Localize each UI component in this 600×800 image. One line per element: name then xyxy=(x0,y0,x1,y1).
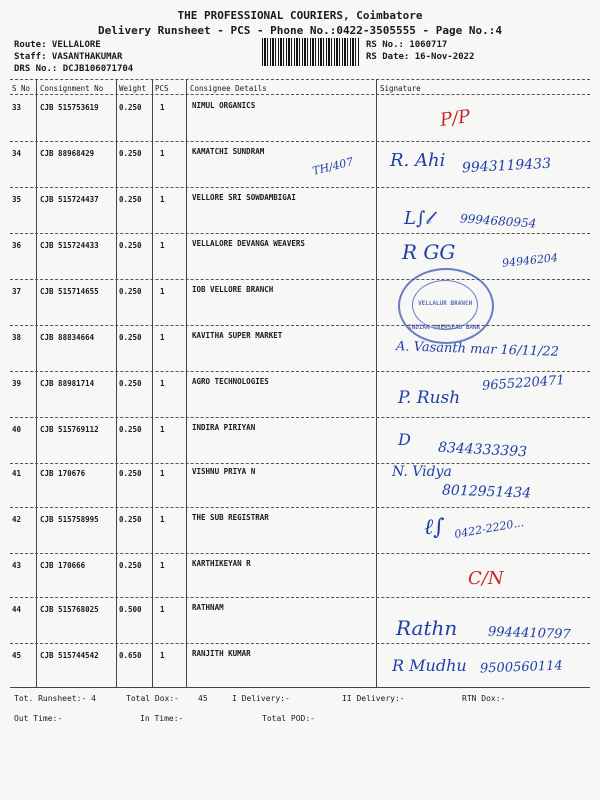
row-consignment: CJB 515769112 xyxy=(40,425,99,434)
runsheet-subtitle: Delivery Runsheet - PCS - Phone No.:0422-3505555 - Page No.:4 xyxy=(98,24,502,37)
row-sno: 43 xyxy=(12,561,22,570)
signature-38: A. Vasanth mar 16/11/22 xyxy=(395,339,560,360)
col-weight: Weight xyxy=(119,84,147,93)
row-consignee: INDIRA PIRIYAN xyxy=(192,423,256,432)
row-pcs: 1 xyxy=(160,605,165,614)
row-sno: 39 xyxy=(12,379,22,388)
row-pcs: 1 xyxy=(160,333,165,342)
row-consignment: CJB 88981714 xyxy=(40,379,95,388)
in-time: In Time:- xyxy=(140,714,184,723)
phone-40: 8344333393 xyxy=(437,439,528,461)
row-consignment: CJB 515714655 xyxy=(40,287,99,296)
row-consignee: KARTHIKEYAN R xyxy=(192,559,251,568)
row-consignment: CJB 515744542 xyxy=(40,651,99,660)
row-consignment: CJB 515758995 xyxy=(40,515,99,524)
row-sno: 44 xyxy=(12,605,22,614)
stamp-top-text: VELLALUR BRANCH xyxy=(418,300,473,307)
tot-runsheet: Tot. Runsheet:- 4 xyxy=(14,694,96,703)
row-consignment: CJB 515724433 xyxy=(40,241,99,250)
col-consignment: Consignment No xyxy=(40,84,104,93)
row-sno: 45 xyxy=(12,651,22,660)
row-rule xyxy=(10,643,590,644)
row-sno: 34 xyxy=(12,149,22,158)
route-label: Route: VELLALORE xyxy=(14,40,101,50)
row-consignee: VISHNU PRIYA N xyxy=(192,467,256,476)
row-pcs: 1 xyxy=(160,561,165,570)
row-weight: 0.250 xyxy=(119,103,142,112)
row-pcs: 1 xyxy=(160,469,165,478)
row-sno: 33 xyxy=(12,103,22,112)
barcode xyxy=(262,38,360,66)
row-sno: 40 xyxy=(12,425,22,434)
col-divider xyxy=(36,79,37,687)
signature-41: N. Vidya xyxy=(392,464,452,480)
phone-45: 9500560114 xyxy=(479,658,563,677)
signature-36: R GG xyxy=(402,240,456,264)
phone-42: 0422-2220... xyxy=(453,516,525,541)
signature-39: P. Rush xyxy=(398,388,461,408)
row-rule xyxy=(10,279,590,280)
row-rule xyxy=(10,141,590,142)
signature-34: R. Ahi xyxy=(390,150,446,171)
row-consignment: CJB 170676 xyxy=(40,469,86,478)
total-pod: Total POD:- xyxy=(262,714,315,723)
row-sno: 38 xyxy=(12,333,22,342)
row-rule xyxy=(10,507,590,508)
row-pcs: 1 xyxy=(160,379,165,388)
row-weight: 0.250 xyxy=(119,333,142,342)
row-weight: 0.250 xyxy=(119,561,142,570)
row-sno: 41 xyxy=(12,469,22,478)
phone-36: 94946204 xyxy=(501,251,559,270)
row-consignee: NIMUL ORGANICS xyxy=(192,101,256,110)
row-pcs: 1 xyxy=(160,103,165,112)
phone-44: 9944410797 xyxy=(487,624,571,643)
row-sno: 37 xyxy=(12,287,22,296)
row-weight: 0.250 xyxy=(119,379,142,388)
row-consignee: IOB VELLORE BRANCH xyxy=(192,285,274,294)
ii-delivery: II Delivery:- xyxy=(342,694,405,703)
row-consignee: RATHNAM xyxy=(192,603,224,612)
row-weight: 0.250 xyxy=(119,241,142,250)
row-rule xyxy=(10,325,590,326)
signature-44: Rathn xyxy=(396,616,458,640)
row-consignment: CJB 88968429 xyxy=(40,149,95,158)
col-divider xyxy=(116,79,117,687)
row-rule xyxy=(10,187,590,188)
phone-39: 9655220471 xyxy=(481,373,566,394)
rs-number: RS No.: 1060717 xyxy=(366,40,448,50)
row-consignment: CJB 88834664 xyxy=(40,333,95,342)
phone-41: 8012951434 xyxy=(441,482,532,502)
row-rule xyxy=(10,553,590,554)
row-consignee: AGRO TECHNOLOGIES xyxy=(192,377,269,386)
bank-stamp xyxy=(398,268,494,344)
signature-40: D xyxy=(398,430,411,449)
row-pcs: 1 xyxy=(160,241,165,250)
drs-number: DRS No.: DCJB106071704 xyxy=(14,64,134,74)
row-pcs: 1 xyxy=(160,195,165,204)
row-pcs: 1 xyxy=(160,515,165,524)
row-pcs: 1 xyxy=(160,425,165,434)
phone-34: 9943119433 xyxy=(461,155,552,177)
row-sno: 35 xyxy=(12,195,22,204)
col-pcs: PCS xyxy=(155,84,169,93)
rtn-dox: RTN Dox:- xyxy=(462,694,506,703)
row-sno: 36 xyxy=(12,241,22,250)
row-consignee: KAMATCHI SUNDRAM xyxy=(192,147,265,156)
row-consignee: THE SUB REGISTRAR xyxy=(192,513,269,522)
row-consignee: VELLORE SRI SOWDAMBIGAI xyxy=(192,193,296,202)
row-consignment: CJB 515753619 xyxy=(40,103,99,112)
signature-45: R Mudhu xyxy=(392,656,467,675)
signature-35: L∫𝓁 xyxy=(404,208,432,229)
rs-date: RS Date: 16-Nov-2022 xyxy=(366,52,475,62)
row-consignee: KAVITHA SUPER MARKET xyxy=(192,331,283,340)
col-divider xyxy=(152,79,153,687)
phone-35: 9994680954 xyxy=(459,211,537,231)
row-weight: 0.250 xyxy=(119,149,142,158)
pp-note: P/P xyxy=(438,105,472,132)
col-consignee: Consignee Details xyxy=(190,84,267,93)
row-weight: 0.500 xyxy=(119,605,142,614)
company-title: THE PROFESSIONAL COURIERS, Coimbatore xyxy=(177,9,423,22)
row-consignment: CJB 515768025 xyxy=(40,605,99,614)
table-top-rule xyxy=(10,79,590,80)
col-sno: S No xyxy=(12,84,31,93)
row-rule xyxy=(10,463,590,464)
signature-42: ℓ∫ xyxy=(424,515,445,540)
i-delivery: I Delivery:- xyxy=(232,694,290,703)
row-rule xyxy=(10,371,590,372)
total-dox-value: 45 xyxy=(198,694,208,703)
total-dox-label: Total Dox:- xyxy=(126,694,179,703)
staff-label: Staff: VASANTHAKUMAR xyxy=(14,52,123,62)
row-consignment: CJB 170666 xyxy=(40,561,86,570)
row-consignee: VELLALORE DEVANGA WEAVERS xyxy=(192,239,305,248)
stamp-bottom-text: INDIAN OVERSEAS BANK xyxy=(408,324,481,331)
row-pcs: 1 xyxy=(160,149,165,158)
row-weight: 0.250 xyxy=(119,287,142,296)
row-weight: 0.650 xyxy=(119,651,142,660)
col-divider xyxy=(186,79,187,687)
table-header-rule xyxy=(10,94,590,95)
row-pcs: 1 xyxy=(160,651,165,660)
row-rule xyxy=(10,233,590,234)
row-weight: 0.250 xyxy=(119,195,142,204)
out-time: Out Time:- xyxy=(14,714,63,723)
row-sno: 42 xyxy=(12,515,22,524)
col-signature: Signature xyxy=(380,84,421,93)
row-pcs: 1 xyxy=(160,287,165,296)
row-weight: 0.250 xyxy=(119,469,142,478)
row-consignment: CJB 515724437 xyxy=(40,195,99,204)
row-weight: 0.250 xyxy=(119,425,142,434)
row-weight: 0.250 xyxy=(119,515,142,524)
th-note: TH/407 xyxy=(311,155,355,178)
table-bottom-rule xyxy=(10,687,590,688)
cn-note: C/N xyxy=(468,568,504,589)
row-rule xyxy=(10,597,590,598)
row-rule xyxy=(10,417,590,418)
col-divider xyxy=(376,79,377,687)
row-consignee: RANJITH KUMAR xyxy=(192,649,251,658)
